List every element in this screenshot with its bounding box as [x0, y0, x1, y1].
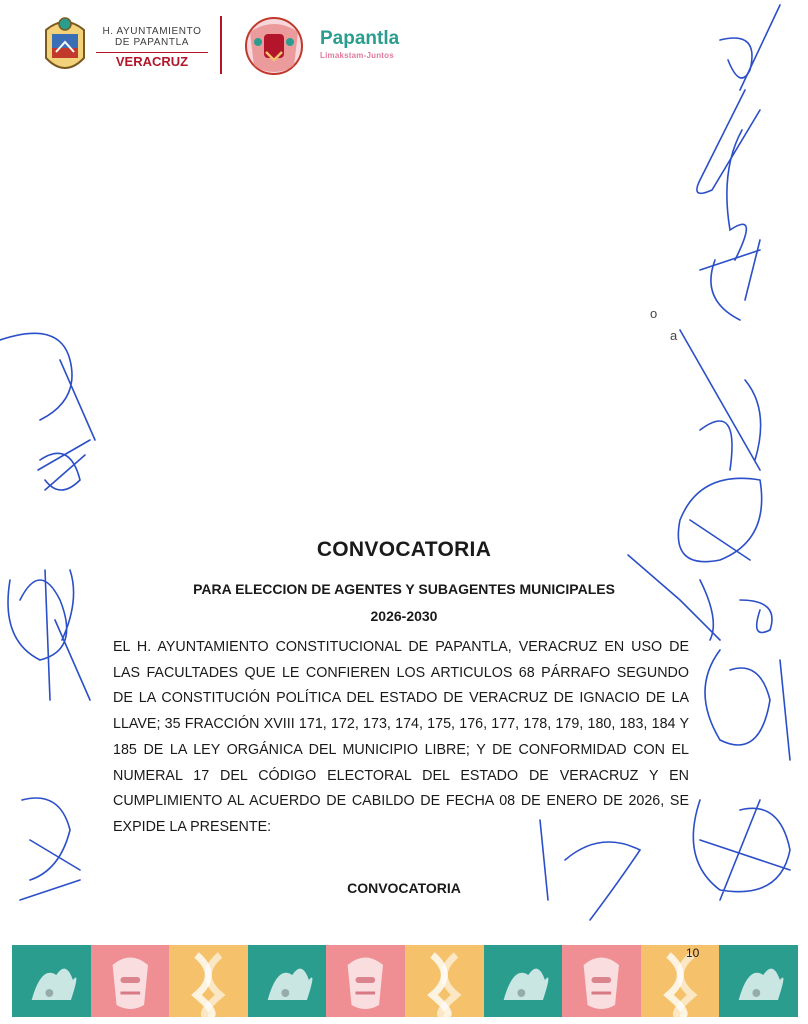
hand-motif-icon — [248, 945, 327, 1017]
signature — [711, 240, 760, 320]
municipality-line2: DE PAPANTLA — [114, 37, 190, 48]
margin-note: o — [650, 306, 658, 321]
document-title: CONVOCATORIA — [316, 538, 492, 561]
mask-motif-tile — [91, 945, 170, 1017]
knot-motif-tile — [641, 945, 720, 1017]
signature — [628, 555, 720, 640]
hand-motif-icon — [484, 945, 563, 1017]
knot-motif-icon — [169, 945, 248, 1017]
header-divider — [220, 16, 222, 74]
section-title: CONVOCATORIA — [347, 880, 461, 896]
knot-motif-tile — [405, 945, 484, 1017]
hand-motif-tile — [12, 945, 91, 1017]
knot-motif-tile — [169, 945, 248, 1017]
state-name: VERACRUZ — [96, 52, 208, 69]
municipal-seal-icon — [40, 12, 90, 80]
signature — [705, 650, 790, 760]
signature — [0, 333, 95, 490]
mask-motif-icon — [91, 945, 170, 1017]
knot-motif-icon — [641, 945, 720, 1017]
hand-motif-icon — [719, 945, 798, 1017]
papantla-emblem-icon — [236, 12, 312, 80]
signature — [700, 130, 760, 270]
mask-motif-tile — [562, 945, 641, 1017]
mask-motif-tile — [326, 945, 405, 1017]
letterhead — [0, 0, 808, 95]
mask-motif-icon — [326, 945, 405, 1017]
hand-motif-tile — [484, 945, 563, 1017]
margin-note: a — [670, 328, 678, 343]
hand-motif-tile — [719, 945, 798, 1017]
document-period: 2026-2030 — [370, 608, 438, 624]
hand-motif-icon — [12, 945, 91, 1017]
page-number: 10 — [686, 946, 700, 960]
document-subtitle: PARA ELECCION DE AGENTES Y SUBAGENTES MUNICIPALES — [193, 581, 615, 597]
document-body: EL H. AYUNTAMIENTO CONSTITUCIONAL DE PAPANTLA, VERACRUZ EN USO DE LAS FACULTADES QUE LE CONFIEREN LOS ARTICULOS 68 PÁRRAFO SEGUNDO DE LA CONSTITUCIÓN POLÍTICA DEL ESTADO DE VERACRUZ DE IGNACIO DE LA LLAVE; 35 FRACCIÓN XVIII 171, 172, 173, 174, 175, 176, 177, 178, 179, 180, 183, 184 Y 185 DE LA LEY ORGÁNICA DEL MUNICIPIO LIBRE; Y DE CONFORMIDAD CON EL NUMERAL 17 DEL CÓDIGO ELECTORAL DEL ESTADO DE VERACRUZ Y EN CUMPLIMIENTO AL ACUERDO DE CABILDO DE FECHA 08 DE ENERO DE 2026, SE EXPIDE LA PRESENTE: — [113, 639, 689, 835]
signature — [38, 440, 90, 490]
hand-motif-tile — [248, 945, 327, 1017]
knot-motif-icon — [405, 945, 484, 1017]
municipality-line1: H. AYUNTAMIENTO — [102, 26, 202, 37]
mask-motif-icon — [562, 945, 641, 1017]
brand-name: Papantla — [320, 28, 400, 49]
signature — [680, 330, 761, 470]
brand-tagline: Limakstam-Juntos — [320, 51, 394, 60]
footer-decorative-band — [12, 945, 798, 1017]
